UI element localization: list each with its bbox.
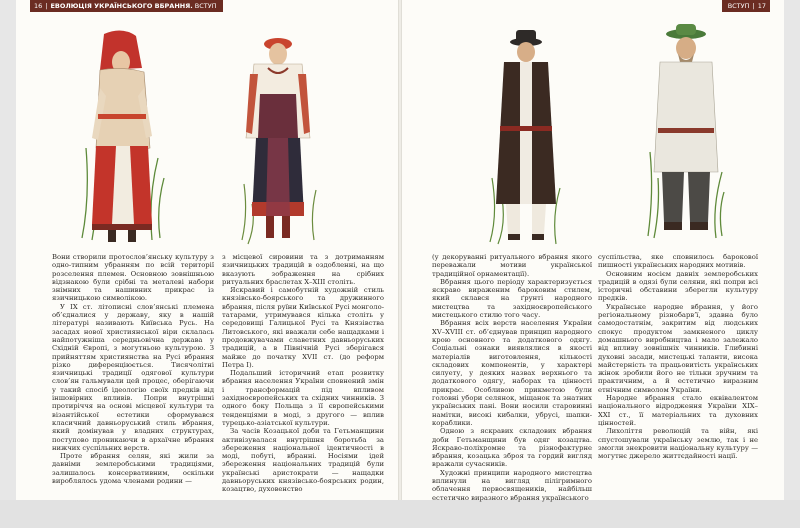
paragraph: Яскравий і самобутній художній стиль князівсько-боярського та дружинного вбрання, після руїни Київської Русі монголо-татарами, утримувався кілька століть у середовищі Галицької Русі та Князівства Литовського, які вважали себе нащадками і продовжувачами славетних давньоруських традицій, а в Північній Русі зберігався майже до початку XVII ст. (до реформ Петра І).: [222, 286, 384, 369]
text-column-3: [432, 253, 592, 502]
paragraph: За часів Козацької доби та Гетьманщини активізувалася внутрішня боротьба за збереження національної ідентичності в моді, побуті, вбранні. Носіями ідей збереження національних традицій були українські аристократи — нащадки давньоруських князівсько-боярських родин, козацтво, духовенство: [222, 427, 384, 494]
right-page-number: 17: [757, 2, 766, 10]
text-column-4: [598, 253, 758, 460]
left-page-number: 16: [34, 2, 43, 10]
paragraph: Подальший історичний етап розвитку вбрання населення України сповнений змін і трансформацій під впливом західноєвропейських та східних чинників. З одного боку Польща з її європейськими тенденціями в моді, з другого — вплив турецько-азіатської культури.: [222, 369, 384, 427]
paragraph: Українське народне вбрання, у його регіональному різнобарв’ї, здавна було самодостатнім, закритим від людських спокус продуктом замкненого циклу домашнього виробництва і мало залежало від впливу зовнішніх чинників. Глибинні духовні засади, мистецькі таланти, висока майстерність та працьовитість українських жінок зробили його не тільки зручним та практичним, а й естетично виразним етнічним символом України.: [598, 302, 758, 394]
left-header-section: ВСТУП: [194, 2, 217, 10]
right-running-header: ВСТУП | 17: [722, 0, 770, 12]
man-coat-figure-icon: [486, 28, 566, 250]
paragraph: Лихоліття революцій та війн, які спустошували українську землю, так і не змогли знекровити національну культуру — могутнє джерело життєдайності нації.: [598, 427, 758, 461]
woman-figure-icon: [78, 28, 166, 248]
book-gutter: [398, 0, 402, 510]
paragraph: У IX ст. літописні слов’янські племена об’єдналися у державу, яку в нашій літературі називають Київська Русь. На засадах нової християнської віри склалась найпотужніша середньовічна держава у Східній Європі, з могутньою культурою. З прийняттям християнства на Русі вбрання різко диференціюється. Тисячолітні язичницькі традиції одягової культури слов’ян гальмували цей процес, оберігаючи у такий спосіб ідеологію своїх предків від іншовірних впливів. Попри внутрішні протиріччя на основі місцевої культури та візантійської естетики сформувався класичний давньоруський стиль вбрання, який домінував у владних структурах, поступово проникаючи в архаїчне вбрання нижчих суспільних верств.: [52, 302, 214, 452]
paragraph: (у декоруванні ритуального вбрання якого переважали мотиви української традиційної орнаментації).: [432, 253, 592, 278]
man-green-hat-figure-icon: [644, 22, 726, 246]
paragraph: Вони створили протослов’янську культуру з одно-типним убранням по всій території розселення племен. Основною зовнішньою відзнакою були срібні та металеві набори знімних та нашивних прикрас із язичницькою символікою.: [52, 253, 214, 303]
paragraph: Проте вбрання селян, які жили за давніми землеробськими традиціями, залишалось консервативним, оскільки вироблялось удома членами родини —: [52, 452, 214, 486]
paragraph: Художні принципи народного мистецтва вплинули на вигляд пілігримного облачення первосвящеників, найбільш естетично виразного вбрання українського: [432, 468, 592, 502]
bottom-band: [0, 500, 800, 528]
paragraph: суспільства, яке сповнилось барокової пишності українських народних мотивів.: [598, 253, 758, 270]
left-header-title: ЕВОЛЮЦІЯ УКРАЇНСЬКОГО ВБРАННЯ.: [50, 2, 193, 10]
text-column-1: [52, 253, 214, 485]
paragraph: з місцевої сировини та з дотриманням язичницьких традицій в оздобленні, на що вказують зображення на срібних ритуальних браслетах X–XIII століть.: [222, 253, 384, 286]
text-column-2: [222, 253, 384, 494]
paragraph: Вбрання всіх верств населення України XV–XVIII ст. об’єднував принцип народного крою основного та додаткового одягу. Соціальні ознаки виявлялися в якості матеріалів виготовлення, кількості складових компонентів, у характері силуету, у деяких назвах верхнього та додаткового одягу, наборах та цінності прикрас. Особливою прикметою були головні убори селянок, міщанок та знатних українських пані. Вони носили старовинні намітки, високі кибалки, убрусі, шапки-кораблики.: [432, 319, 592, 427]
paragraph: Одною з яскравих складових вбрання доби Гетьманщини був одяг козацтва. Яскраво-поліхромне та різнофактурне вбрання, козацька зброя та гордий вигляд вражали сучасників.: [432, 427, 592, 469]
paragraph: Народне вбрання стало еквівалентом національного відродження України XIX–XXI ст., її матеріальних та духовних цінностей.: [598, 394, 758, 427]
paragraph: Основним носієм давніх землеробських традицій в одязі були селяни, які попри всі історичні обставини зберегли культуру предків.: [598, 269, 758, 303]
left-running-header: 16 | ЕВОЛЮЦІЯ УКРАЇНСЬКОГО ВБРАННЯ. ВСТУП: [30, 0, 223, 12]
right-header-section: ВСТУП: [727, 2, 750, 10]
paragraph: Вбрання цього періоду характеризується яскраво вираженим бароковим стилем, який склався на ґрунті народного мистецтва та західноєвропейського мистецького стилю того часу.: [432, 277, 592, 320]
woman-embroidered-figure-icon: [238, 34, 318, 252]
